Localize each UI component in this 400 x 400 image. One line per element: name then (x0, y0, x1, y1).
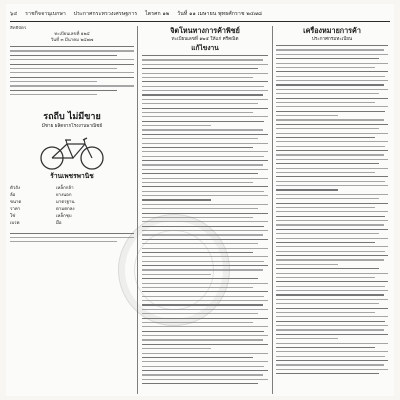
spec-value: เหล็กชุบ (56, 213, 72, 219)
text-line (276, 233, 379, 234)
text-line (142, 191, 264, 192)
spec-key: ขนาด (10, 199, 22, 205)
text-line (276, 150, 388, 151)
col1-heading: สิทธิบัตร (10, 26, 27, 31)
spec-row (10, 185, 134, 192)
page-number: ๖๔ (10, 11, 18, 17)
text-line (276, 343, 388, 344)
spec-value: มาตรฐาน (56, 199, 75, 205)
text-line (142, 173, 258, 174)
text-line (276, 146, 385, 147)
col3-body-text (276, 45, 388, 374)
text-line (276, 102, 375, 103)
text-line (276, 45, 388, 46)
text-line (276, 63, 388, 64)
text-line (276, 246, 388, 247)
text-line (276, 334, 388, 335)
text-line (142, 204, 268, 205)
text-line (276, 347, 375, 348)
text-line (276, 111, 385, 112)
text-line (276, 163, 379, 164)
text-line (276, 338, 338, 339)
col1-body-text (10, 46, 134, 95)
column-middle (142, 26, 268, 394)
text-line (276, 251, 385, 252)
text-line (276, 106, 388, 107)
text-line (142, 59, 263, 60)
text-line (142, 55, 268, 56)
text-line (142, 143, 268, 144)
text-line (142, 99, 268, 100)
text-line (276, 360, 388, 361)
text-line (276, 71, 388, 72)
text-line (276, 294, 384, 295)
text-line (276, 133, 388, 134)
text-line (276, 168, 388, 169)
spec-value: ตามตกลง (56, 206, 75, 212)
spec-row (10, 199, 134, 206)
text-line (276, 80, 388, 81)
text-line (276, 255, 388, 256)
text-line (276, 220, 388, 221)
text-line (142, 195, 268, 196)
text-line (276, 194, 388, 195)
text-line (142, 164, 263, 165)
bicycle-illustration (37, 132, 107, 172)
text-line (276, 216, 385, 217)
ad-subtitle: มีชาย ผลิตจากโรงงานพาณิชย์ (41, 123, 103, 129)
text-line (276, 329, 384, 330)
text-line (276, 277, 375, 278)
text-line (142, 366, 264, 367)
text-line (142, 134, 268, 135)
text-line (142, 199, 211, 200)
issue-date: วันที่ ๑๑ เมษายน พุทธศักราช ๒๔๗๘ (177, 11, 262, 17)
ad-title: รถถีบ ไม่มีขาย (43, 111, 101, 122)
ministry-name: ประกาศกระทรวงเศรษฐการ (73, 11, 138, 17)
column-left (10, 26, 134, 394)
text-line (142, 208, 258, 209)
book-label: ไตรศก ๑๒ (145, 11, 170, 17)
text-line (142, 125, 211, 126)
text-line (142, 374, 263, 375)
text-line (142, 357, 253, 358)
text-line (276, 172, 375, 173)
text-line (276, 229, 388, 230)
gazette-page (6, 4, 394, 396)
text-line (276, 268, 379, 269)
text-line (142, 147, 253, 148)
text-line (276, 181, 385, 182)
text-line (142, 370, 268, 371)
text-line (276, 115, 338, 116)
col3-heading: เครื่องหมายการค้า (303, 26, 361, 35)
text-line (142, 379, 268, 380)
text-line (276, 137, 375, 138)
text-line (276, 364, 384, 365)
spec-row (10, 192, 134, 199)
text-line (276, 124, 388, 125)
text-line (276, 224, 384, 225)
text-line (142, 138, 258, 139)
page-header (10, 8, 390, 20)
text-line (276, 369, 388, 370)
ad-brand: ร้านเพชรพานิช (50, 171, 94, 180)
spec-row (10, 206, 134, 213)
text-line (276, 84, 384, 85)
text-line (142, 361, 268, 362)
spec-key: ตัวถัง (10, 185, 21, 191)
text-line (142, 160, 268, 161)
text-line (276, 207, 375, 208)
text-line (276, 189, 338, 190)
text-line (276, 259, 384, 260)
col2-subline: ทะเบียนเลขที่ ๑๒๕ ให้แก่ ศรีคณิต (171, 37, 239, 42)
spec-value: เหล็กกล้า (56, 185, 74, 191)
text-line (276, 49, 384, 50)
text-line (276, 58, 379, 59)
text-line (142, 90, 268, 91)
text-line (276, 356, 385, 357)
spec-key: โซ่ (10, 213, 16, 219)
text-line (276, 128, 379, 129)
text-line (142, 116, 268, 117)
text-line (276, 198, 379, 199)
text-line (142, 326, 268, 327)
text-line (276, 373, 379, 374)
text-line (142, 353, 268, 354)
text-line (276, 76, 385, 77)
text-line (142, 344, 268, 345)
text-line (276, 141, 388, 142)
col3-subline: ประกาศกรมทะเบียน (311, 37, 353, 42)
spec-value: มือ (56, 220, 62, 226)
text-line (276, 264, 338, 265)
text-line (142, 77, 253, 78)
text-line (142, 383, 258, 384)
col1-footer-text (10, 233, 134, 243)
text-line (142, 348, 211, 349)
text-line (276, 325, 388, 326)
col1-date: วันที่ ๓ มีนาคม ๒๔๗๗ (50, 38, 94, 43)
text-line (276, 242, 375, 243)
text-line (276, 321, 385, 322)
text-line (142, 169, 268, 170)
spec-value: ยางนอก (56, 192, 72, 198)
text-line (142, 86, 264, 87)
text-line (142, 213, 268, 214)
text-line (276, 281, 388, 282)
text-line (142, 64, 268, 65)
text-line (142, 335, 268, 336)
text-line (142, 121, 264, 122)
text-line (276, 312, 375, 313)
gazette-name: ราชกิจจานุเบกษา (25, 11, 66, 17)
text-line (276, 98, 388, 99)
text-line (142, 151, 268, 152)
text-line (142, 108, 268, 109)
header-rule (10, 21, 390, 22)
text-line (276, 54, 388, 55)
text-line (142, 178, 268, 179)
col2-heading: จิตโหนทางการค้าพิชย์ (170, 26, 240, 35)
text-line (276, 154, 384, 155)
col2-title: แก้ไขงาน (191, 44, 219, 52)
official-seal-inner (134, 230, 214, 310)
column-right (276, 26, 388, 394)
text-line (276, 119, 384, 120)
text-line (276, 89, 388, 90)
spec-key: ล้อ (10, 192, 16, 198)
text-line (276, 316, 388, 317)
text-line (276, 211, 388, 212)
text-line (276, 238, 388, 239)
text-line (142, 182, 253, 183)
text-line (276, 176, 388, 177)
text-line (142, 331, 264, 332)
text-line (142, 186, 268, 187)
text-line (142, 81, 268, 82)
spec-list (10, 185, 134, 227)
text-line (142, 94, 263, 95)
text-line (142, 68, 258, 69)
text-line (142, 73, 268, 74)
text-line (276, 303, 379, 304)
text-line (276, 351, 388, 352)
text-line (142, 129, 263, 130)
text-line (276, 308, 388, 309)
text-line (276, 185, 388, 186)
text-line (142, 156, 264, 157)
spec-row (10, 220, 134, 227)
text-line (276, 93, 379, 94)
text-line (276, 159, 388, 160)
col1-subline: ทะเบียนเลขที่ ๑๒๔ (54, 32, 90, 37)
text-line (142, 339, 263, 340)
text-line (276, 286, 385, 287)
text-line (142, 112, 253, 113)
text-line (276, 203, 388, 204)
text-line (276, 299, 388, 300)
spec-key: ราคา (10, 206, 21, 212)
text-line (142, 103, 258, 104)
spec-key: เบรค (10, 220, 20, 226)
column-divider-1 (137, 26, 138, 394)
spec-row (10, 213, 134, 220)
text-line (276, 67, 375, 68)
column-divider-2 (272, 26, 273, 394)
text-line (276, 290, 388, 291)
text-line (276, 273, 388, 274)
